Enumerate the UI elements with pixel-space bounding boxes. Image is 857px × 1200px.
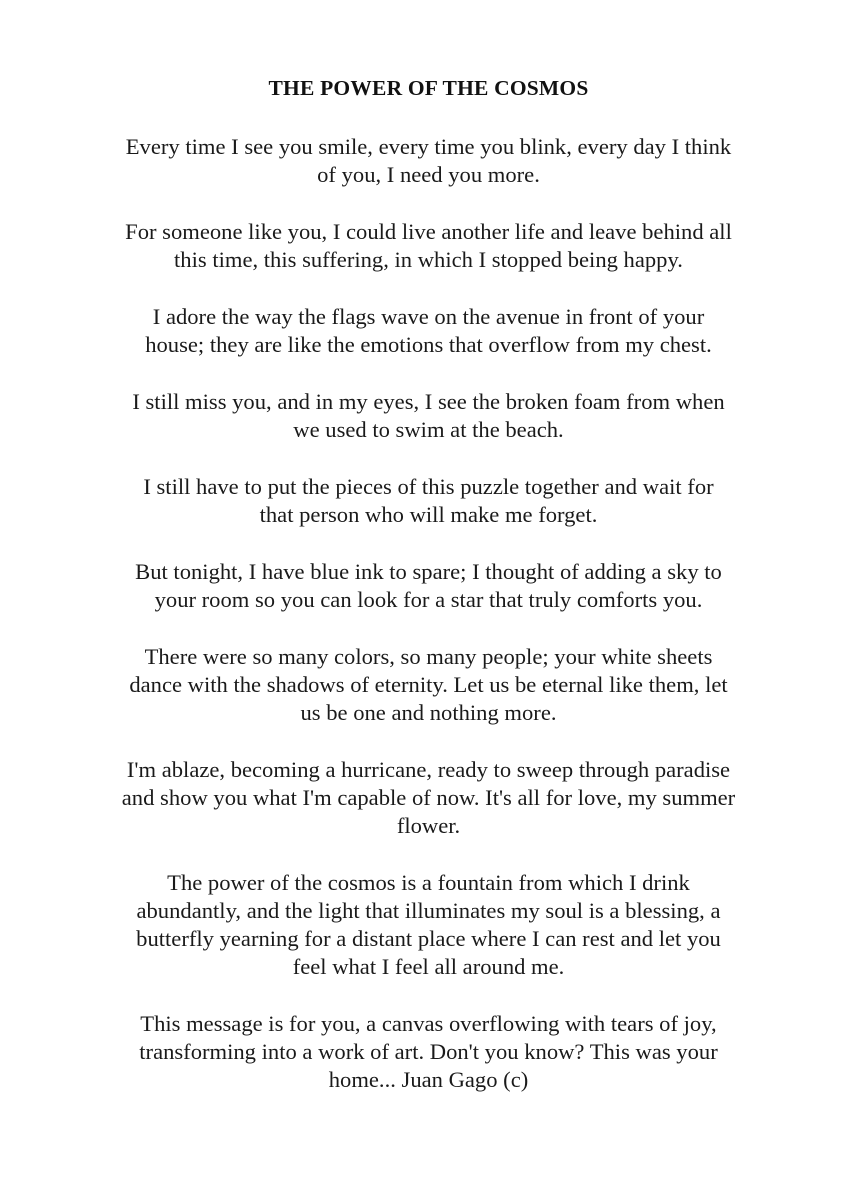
poem-line: this time, this suffering, in which I stopped being happy. [174, 247, 683, 272]
poem-line: of you, I need you more. [317, 162, 540, 187]
poem-stanza [70, 869, 787, 981]
poem-line: The power of the cosmos is a fountain from which I drink [167, 870, 690, 895]
poem-line: flower. [396, 813, 461, 838]
poem-title: THE POWER OF THE COSMOS [268, 76, 589, 100]
poem-line: your room so you can look for a star that truly comforts you. [154, 587, 703, 612]
poem-line: us be one and nothing more. [300, 700, 557, 725]
poem-line: butterfly yearning for a distant place where I can rest and let you [136, 926, 721, 951]
poem-body [70, 133, 787, 1123]
poem-line: This message is for you, a canvas overflowing with tears of joy, [140, 1011, 717, 1036]
poem-line: abundantly, and the light that illuminates my soul is a blessing, a [136, 898, 721, 923]
poem-line: But tonight, I have blue ink to spare; I thought of adding a sky to [135, 559, 722, 584]
poem-stanza [70, 558, 787, 614]
poem-line: For someone like you, I could live another life and leave behind all [125, 219, 732, 244]
poem-stanza [70, 133, 787, 189]
poem-line: transforming into a work of art. Don't you know? This was your [139, 1039, 718, 1064]
poem-stanza [70, 218, 787, 274]
poem-line: I still miss you, and in my eyes, I see the broken foam from when [132, 389, 725, 414]
poem-stanza [70, 643, 787, 727]
poem-line: Every time I see you smile, every time you blink, every day I think [125, 134, 732, 159]
poem-line: I adore the way the flags wave on the avenue in front of your [152, 304, 705, 329]
poem-stanza [70, 303, 787, 359]
poem-stanza [70, 473, 787, 529]
poem-line: There were so many colors, so many people; your white sheets [144, 644, 713, 669]
poem-line: home... Juan Gago (c) [328, 1067, 529, 1092]
poem-stanza [70, 1010, 787, 1094]
poem-line: that person who will make me forget. [259, 502, 598, 527]
poem-line: house; they are like the emotions that overflow from my chest. [145, 332, 712, 357]
poem-line: dance with the shadows of eternity. Let us be eternal like them, let [129, 672, 728, 697]
poem-line: I'm ablaze, becoming a hurricane, ready to sweep through paradise [126, 757, 731, 782]
poem-line: I still have to put the pieces of this puzzle together and wait for [143, 474, 714, 499]
poem-stanza [70, 756, 787, 840]
poem-line: feel what I feel all around me. [292, 954, 565, 979]
poem-stanza [70, 388, 787, 444]
poem-line: and show you what I'm capable of now. It's all for love, my summer [121, 785, 736, 810]
poem-line: we used to swim at the beach. [293, 417, 564, 442]
